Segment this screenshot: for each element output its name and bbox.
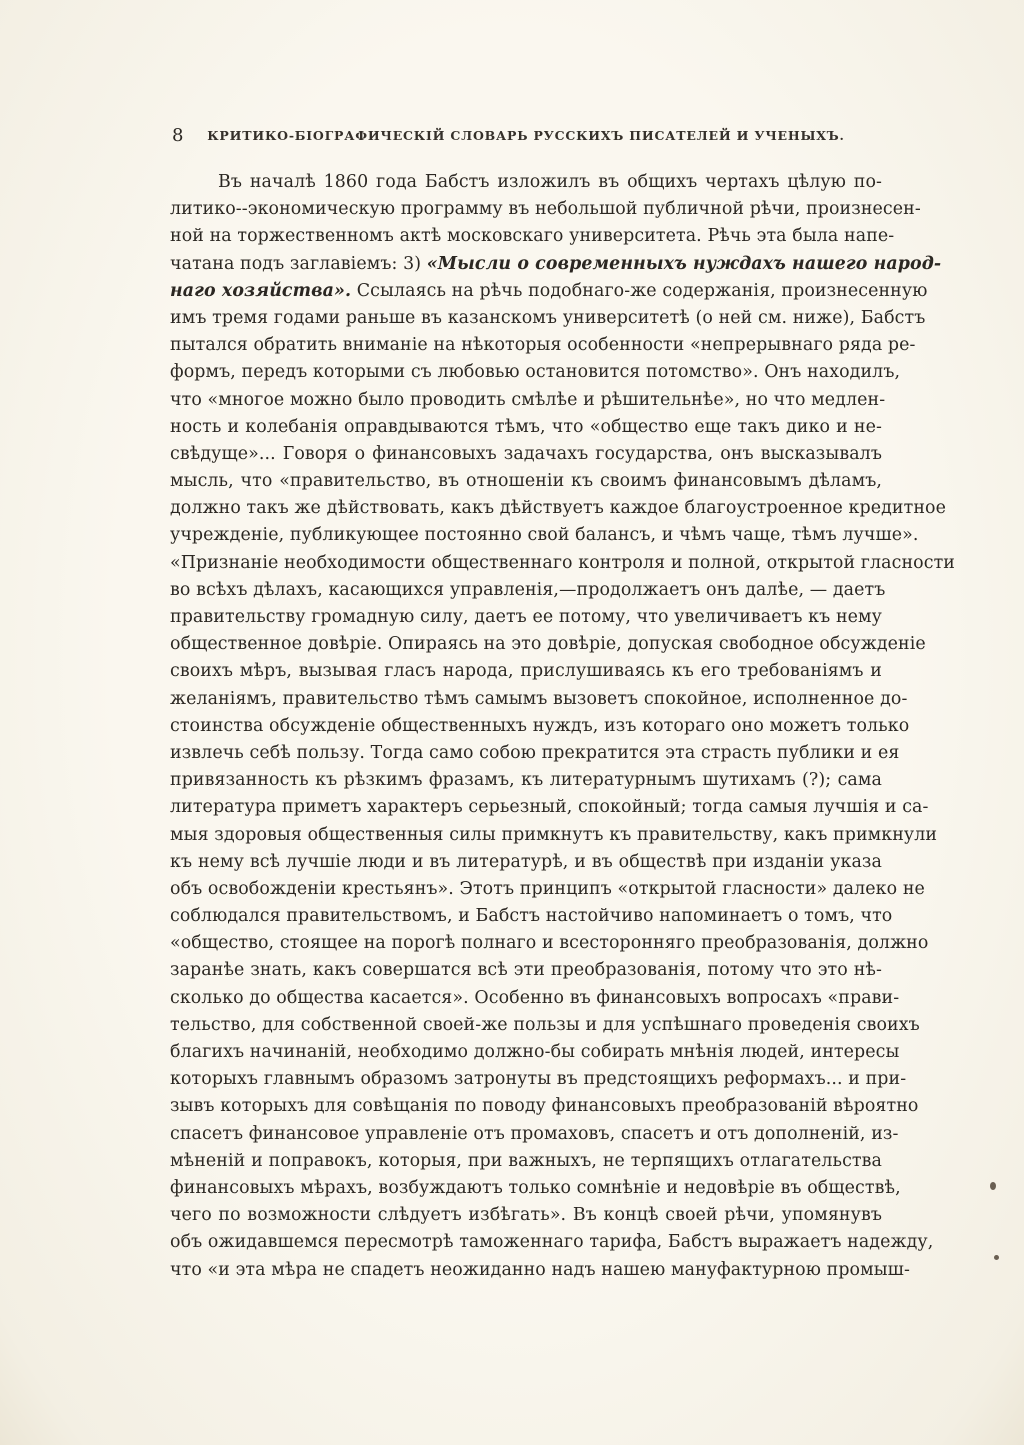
text-line: ность и колебанія оправдываются тѣмъ, что «общество еще такъ дико и не- <box>170 416 882 437</box>
text-line: заранѣе знать, какъ совершатся всѣ эти преобразованія, потому что это нѣ- <box>170 960 882 981</box>
text-line: къ нему всѣ лучшіе люди и въ литературѣ, и въ обществѣ при изданіи указа <box>170 851 882 872</box>
text-line: литература приметъ характеръ серьезный, спокойный; тогда самыя лучшія и са- <box>170 797 929 818</box>
text-line: благихъ начинаній, необходимо должно-бы собирать мнѣнія людей, интересы <box>170 1042 900 1062</box>
text-line: должно такъ же дѣйствовать, какъ дѣйствуетъ каждое благоустроенное кредитное <box>170 498 946 519</box>
text-line: тельство, для собственной своей-же пользы и для успѣшнаго проведенія своихъ <box>170 1014 920 1035</box>
text-line: «общество, стоящее на порогѣ полнаго и всесторонняго преобразованія, должно <box>170 933 929 954</box>
italic-text-segment: наго хозяйства». <box>170 280 352 301</box>
text-line: объ ожидавшемся пересмотрѣ таможеннаго тарифа, Бабстъ выражаетъ надежду, <box>170 1232 934 1253</box>
text-line: желаніямъ, правительство тѣмъ самымъ вызоветъ спокойное, исполненное до- <box>170 688 908 709</box>
text-line: пытался обратить вниманіе на нѣкоторыя особенности «непрерывнаго ряда ре- <box>170 335 916 356</box>
text-line: что «многое можно было проводить смѣлѣе и рѣшительнѣе», но что медлен- <box>170 389 886 410</box>
text-line: привязанность къ рѣзкимъ фразамъ, къ литературнымъ шутихамъ (?); сама <box>170 770 882 791</box>
text-line: «Признаніе необходимости общественнаго контроля и полной, открытой гласности <box>170 552 955 573</box>
text-segment: Ссылаясь на рѣчь подобнаго-же содержанія, произнесенную <box>351 280 928 301</box>
text-line <box>170 278 928 305</box>
text-line: зывъ которыхъ для совѣщанія по поводу финансовыхъ преобразованій вѣроятно <box>170 1096 919 1117</box>
text-line: которыхъ главнымъ образомъ затронуты въ предстоящихъ реформахъ... и при- <box>170 1069 907 1090</box>
text-line: соблюдался правительствомъ, и Бабстъ настойчиво напоминаетъ о томъ, что <box>170 906 893 927</box>
text-line: свѣдуще»... Говоря о финансовыхъ задачахъ государства, онъ высказывалъ <box>170 443 882 464</box>
text-line: извлечь себѣ пользу. Тогда само собою прекратится эта страсть публики и ея <box>170 742 900 763</box>
page-header <box>170 125 882 146</box>
text-line: формъ, передъ которыми съ любовью остановится потомство». Онъ находилъ, <box>170 362 901 383</box>
text-line: во всѣхъ дѣлахъ, касающихся управленія,—продолжаетъ онъ далѣе, — даетъ <box>170 579 886 600</box>
text-line: чего по возможности слѣдуетъ избѣгать». Въ концѣ своей рѣчи, упомянувъ <box>170 1205 882 1226</box>
text-line: спасетъ финансовое управленіе отъ промаховъ, спасетъ и отъ дополненій, из- <box>170 1123 899 1144</box>
text-line: правительству громадную силу, даетъ ее потому, что увеличиваетъ къ нему <box>170 607 882 627</box>
text-line: своихъ мѣръ, вызывая гласъ народа, прислушиваясь къ его требованіямъ и <box>170 661 882 682</box>
text-line: сколько до общества касается». Особенно въ финансовыхъ вопросахъ «прави- <box>170 987 900 1008</box>
text-line <box>170 251 942 278</box>
text-line: мѣненій и поправокъ, которыя, при важныхъ, не терпящихъ отлагательства <box>170 1150 882 1171</box>
body-text <box>170 169 955 1284</box>
text-line: стоинства обсужденіе общественныхъ нуждъ, изъ котораго оно можетъ только <box>170 715 910 736</box>
page-content <box>170 125 955 1284</box>
running-header: КРИТИКО-БІОГРАФИЧЕСКІЙ СЛОВАРЬ РУССКИХЪ ПИСАТЕЛЕЙ И УЧЕНЫХЪ. <box>207 128 845 143</box>
text-line: что «и эта мѣра не спадетъ неожиданно надъ нашею мануфактурною промыш- <box>170 1259 910 1280</box>
text-line: мыя здоровыя общественныя силы примкнутъ къ правительству, какъ примкнули <box>170 824 938 845</box>
text-line: имъ тремя годами раньше въ казанскомъ университетѣ (о ней см. ниже), Бабстъ <box>170 307 926 328</box>
italic-text-segment: «Мысли о современныхъ нуждахъ нашего народ- <box>426 253 942 274</box>
text-segment: чатана подъ заглавіемъ: 3) <box>170 253 427 274</box>
text-line: объ освобожденіи крестьянъ». Этотъ принципъ «открытой гласности» далеко не <box>170 878 925 899</box>
text-line: Въ началѣ 1860 года Бабстъ изложилъ въ общихъ чертахъ цѣлую по- <box>218 172 882 192</box>
text-line: учрежденіе, публикующее постоянно свой балансъ, и чѣмъ чаще, тѣмъ лучше». <box>170 525 919 546</box>
page-number: 8 <box>172 125 184 146</box>
text-line: финансовыхъ мѣрахъ, возбуждаютъ только сомнѣніе и недовѣріе въ обществѣ, <box>170 1177 901 1198</box>
text-line: ной на торжественномъ актѣ московскаго университета. Рѣчь эта была напе- <box>170 226 895 247</box>
scan-artifact <box>994 1255 999 1260</box>
text-line: литико--экономическую программу въ небольшой публичной рѣчи, произнесен- <box>170 199 921 220</box>
text-line: общественное довѣріе. Опираясь на это довѣріе, допуская свободное обсужденіе <box>170 634 926 655</box>
scan-artifact <box>990 1182 996 1190</box>
text-line: мысль, что «правительство, въ отношеніи къ своимъ финансовымъ дѣламъ, <box>170 471 882 492</box>
